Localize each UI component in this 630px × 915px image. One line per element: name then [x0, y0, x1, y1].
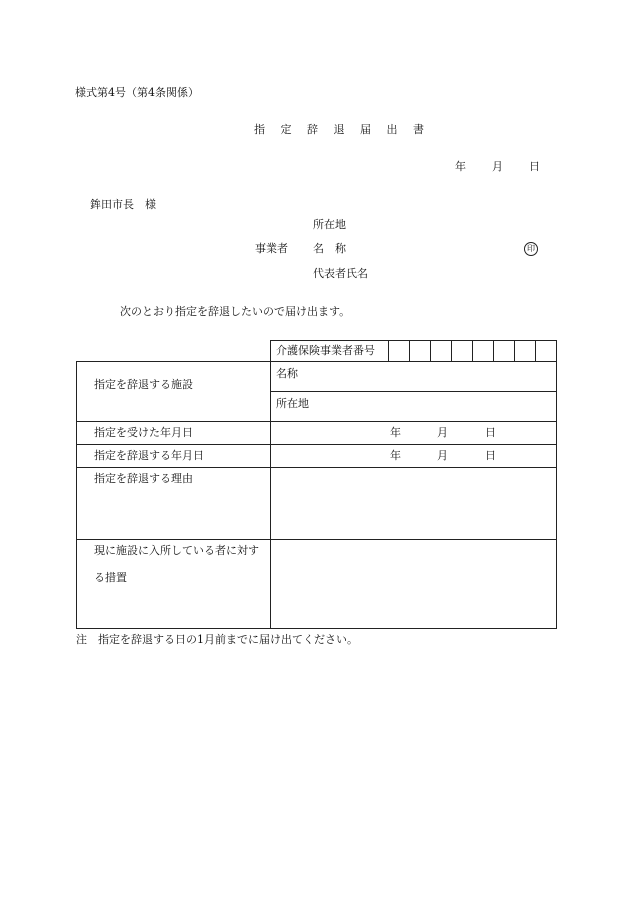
withdraw-year-label: 年	[390, 449, 401, 462]
table-line	[76, 539, 556, 540]
date-year-label: 年	[455, 160, 466, 173]
facility-label: 指定を辞退する施設	[94, 378, 193, 391]
table-line	[451, 340, 452, 361]
applicant-role-label: 事業者	[255, 242, 288, 255]
seal-icon: 印	[524, 242, 538, 256]
table-line	[388, 340, 389, 361]
date-month-label: 月	[492, 160, 503, 173]
received-year-label: 年	[390, 426, 401, 439]
table-line	[556, 340, 557, 629]
received-month-label: 月	[437, 426, 448, 439]
footnote: 注 指定を辞退する日の1月前までに届け出てください。	[76, 633, 358, 646]
table-line	[535, 340, 536, 361]
table-line	[409, 340, 410, 361]
table-line	[430, 340, 431, 361]
document-title: 指 定 辞 退 届 出 書	[254, 123, 430, 136]
table-line	[76, 444, 556, 445]
table-line	[76, 467, 556, 468]
table-line	[270, 340, 271, 629]
withdraw-date-label: 指定を辞退する年月日	[94, 449, 204, 462]
addressee: 鉾田市長 様	[90, 198, 156, 211]
table-line	[76, 421, 556, 422]
table-line	[514, 340, 515, 361]
facility-name-label: 名称	[276, 367, 298, 380]
intro-text: 次のとおり指定を辞退したいので届け出ます。	[120, 305, 351, 318]
date-day-label: 日	[529, 160, 540, 173]
table-line	[493, 340, 494, 361]
received-day-label: 日	[485, 426, 496, 439]
table-line	[472, 340, 473, 361]
applicant-address-label: 所在地	[313, 218, 346, 231]
provider-number-label: 介護保険事業者番号	[276, 344, 375, 357]
reason-label: 指定を辞退する理由	[94, 472, 193, 485]
applicant-name-label: 名 称	[313, 242, 346, 255]
form-number: 様式第4号（第4条関係）	[75, 86, 199, 99]
withdraw-day-label: 日	[485, 449, 496, 462]
facility-address-label: 所在地	[276, 397, 309, 410]
table-line	[76, 361, 77, 629]
table-line	[76, 361, 556, 362]
measures-label-line2: る措置	[94, 571, 127, 584]
table-line	[270, 391, 556, 392]
applicant-rep-label: 代表者氏名	[313, 267, 368, 280]
received-date-label: 指定を受けた年月日	[94, 426, 193, 439]
withdraw-month-label: 月	[437, 449, 448, 462]
table-line	[76, 628, 557, 629]
measures-label-line1: 現に施設に入所している者に対す	[94, 544, 259, 557]
